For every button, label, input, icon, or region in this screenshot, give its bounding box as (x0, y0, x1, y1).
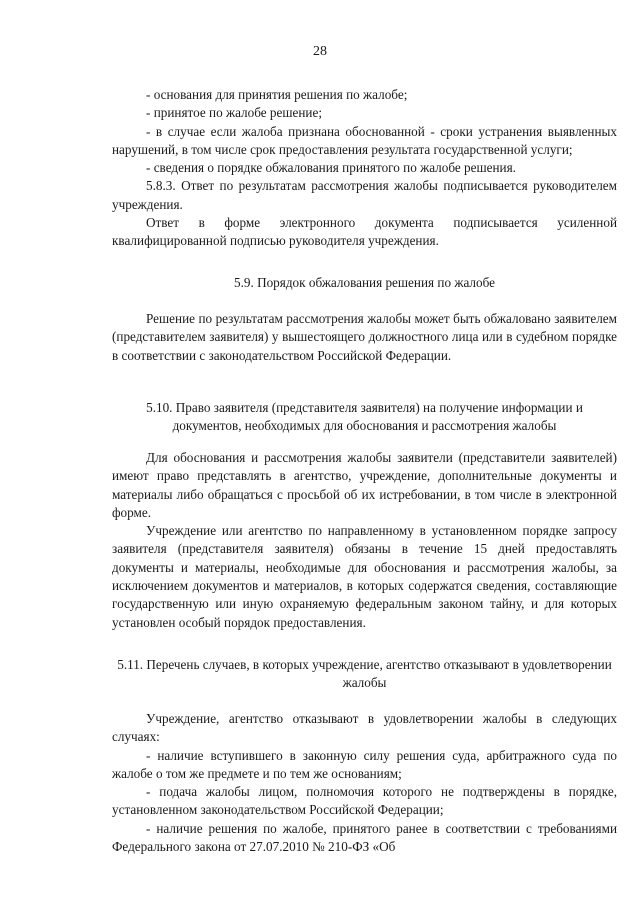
section-heading-5-10: 5.10. Право заявителя (представителя заявителя) на получение информации и документов, необходимых для обоснования и рассмотрения жалобы (146, 400, 583, 434)
section-heading-5-9: 5.9. Порядок обжалования решения по жалобе (233, 275, 495, 290)
list-item: - наличие решения по жалобе, принятого ранее в соответствии с требованиями Федерального закона от 27.07.2010 № 210-ФЗ «Об (112, 820, 617, 855)
page-number: 28 (313, 44, 327, 59)
list-item: - в случае если жалоба признана обоснованной - сроки устранения выявленных нарушений, в том числе срок предоставления результата государственной услуги; (112, 123, 617, 157)
list-item: - принятое по жалобе решение; (146, 105, 322, 121)
section-5-11-block (112, 710, 617, 856)
list-item: - сведения о порядке обжалования принятого по жалобе решения. (146, 160, 516, 176)
section-5-8-block (112, 86, 617, 251)
list-item: - подача жалобы лицом, полномочия которого не подтверждены в порядке, установленном законодательством Российской Федерации; (112, 784, 617, 818)
section-heading-5-11: 5.11. Перечень случаев, в которых учреждение, агентство отказывают в удовлетворении жалобы (117, 657, 612, 691)
paragraph: Учреждение, агентство отказывают в удовлетворении жалобы в следующих случаях: (112, 711, 617, 745)
list-item: - основания для принятия решения по жалобе; (146, 87, 408, 102)
paragraph: Учреждение или агентство по направленному в установленном порядке запросу заявителя (представителя заявителя) обязаны в течение 15 дней предоставлять документы и материалы, необходимые для обоснования и рассмотрения жалобы, за исключением документов и материалов, в которых содержатся сведения, составляющие государственную или иную охраняемую федеральным законом тайну, и для которых установлен особый порядок предоставления. (112, 523, 617, 630)
paragraph: 5.8.3. Ответ по результатам рассмотрения жалобы подписывается руководителем учреждения. (112, 178, 617, 212)
paragraph: Ответ в форме электронного документа подписывается усиленной квалифицированной подписью руководителя учреждения. (112, 215, 617, 249)
section-5-10-block (112, 449, 617, 632)
list-item: - наличие вступившего в законную силу решения суда, арбитражного суда по жалобе о том же предмете и по тем же основаниям; (112, 747, 617, 781)
paragraph: Решение по результатам рассмотрения жалобы может быть обжаловано заявителем (представителем заявителя) у вышестоящего должностного лица или в судебном порядке в соответствии с законодательством Российской Федерации. (112, 311, 617, 363)
section-5-9-block (112, 310, 617, 365)
paragraph: Для обоснования и рассмотрения жалобы заявители (представители заявителей) имеют право представлять в агентство, учреждение, дополнительные документы и материалы либо обращаться с просьбой об их истребовании, в том числе в электронной форме. (112, 450, 617, 520)
